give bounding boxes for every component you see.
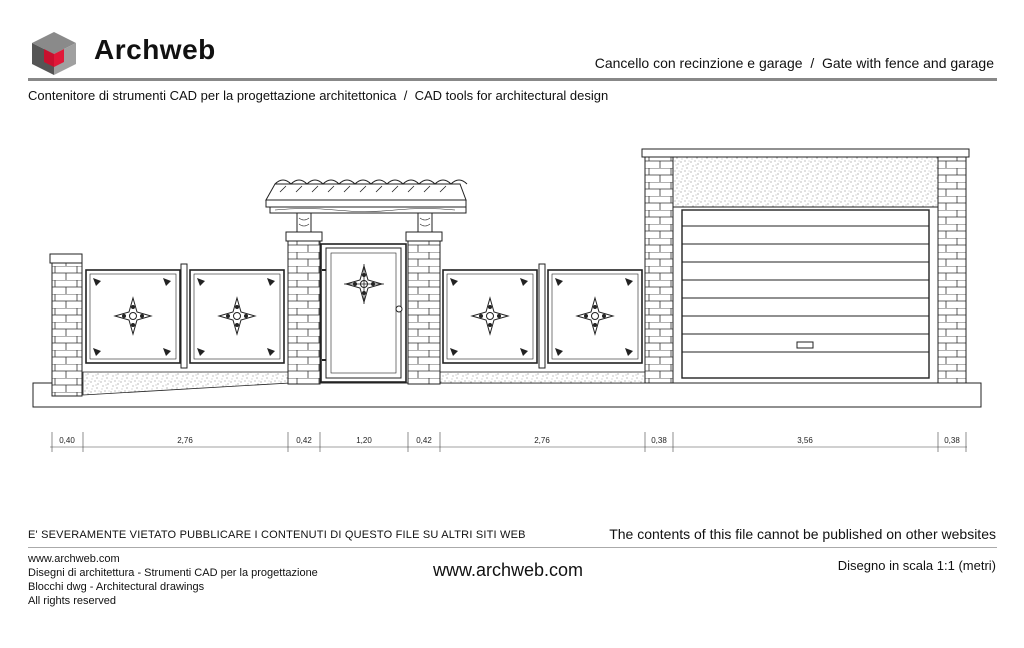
dimension-label: 1,20 bbox=[356, 436, 372, 445]
garage-door-handle bbox=[797, 342, 813, 348]
dimension-label: 0,38 bbox=[944, 436, 960, 445]
archweb-logo-icon bbox=[30, 30, 78, 76]
header-divider bbox=[28, 78, 997, 81]
pillar-cap bbox=[406, 232, 442, 241]
gravel-base-right bbox=[440, 372, 646, 383]
brand-name: Archweb bbox=[94, 34, 216, 65]
fence-post bbox=[539, 264, 545, 368]
dimension-label: 0,38 bbox=[651, 436, 667, 445]
copyright-warning-it: E' SEVERAMENTE VIETATO PUBBLICARE I CONTENUTI DI QUESTO FILE SU ALTRI SITI WEB bbox=[28, 529, 526, 541]
footer-divider bbox=[28, 547, 997, 548]
dimension-label: 3,56 bbox=[797, 436, 813, 445]
garage bbox=[642, 149, 969, 383]
elevation-drawing bbox=[0, 120, 1024, 465]
dimension-label: 0,40 bbox=[59, 436, 75, 445]
fence-panel bbox=[443, 270, 537, 363]
footer-line: Disegni di architettura - Strumenti CAD per la progettazione bbox=[28, 567, 318, 579]
fence-panel bbox=[548, 270, 642, 363]
brick-pillar-left bbox=[52, 263, 82, 396]
footer-link[interactable]: www.archweb.com bbox=[28, 553, 120, 565]
pillar-cap bbox=[50, 254, 82, 263]
footer-line: All rights reserved bbox=[28, 595, 117, 607]
brick-pillar-gate-right bbox=[408, 241, 440, 384]
garage-door bbox=[682, 210, 929, 378]
fence-panel bbox=[86, 270, 180, 363]
footer-info bbox=[28, 552, 318, 608]
dimension-label: 0,42 bbox=[416, 436, 432, 445]
dimension-label: 2,76 bbox=[534, 436, 550, 445]
scale-note: Disegno in scala 1:1 (metri) bbox=[837, 558, 996, 573]
copyright-warning-en: The contents of this file cannot be published on other websites bbox=[609, 526, 996, 542]
drawing-title: Cancello con recinzione e garage / Gate with fence and garage bbox=[594, 55, 994, 71]
footer-line: Blocchi dwg - Architectural drawings bbox=[28, 581, 205, 593]
brick-pillar-gate-left bbox=[288, 241, 320, 384]
dimension-label: 2,76 bbox=[177, 436, 193, 445]
subtitle: Contenitore di strumenti CAD per la progettazione architettonica / CAD tools for architectural design bbox=[28, 88, 609, 103]
dimension-label: 0,42 bbox=[296, 436, 312, 445]
fence-post bbox=[181, 264, 187, 368]
website-link[interactable]: www.archweb.com bbox=[433, 560, 584, 580]
pedestrian-gate bbox=[321, 244, 406, 382]
pergola-roof bbox=[266, 180, 467, 233]
fence-panel bbox=[190, 270, 284, 363]
pillar-cap bbox=[286, 232, 322, 241]
